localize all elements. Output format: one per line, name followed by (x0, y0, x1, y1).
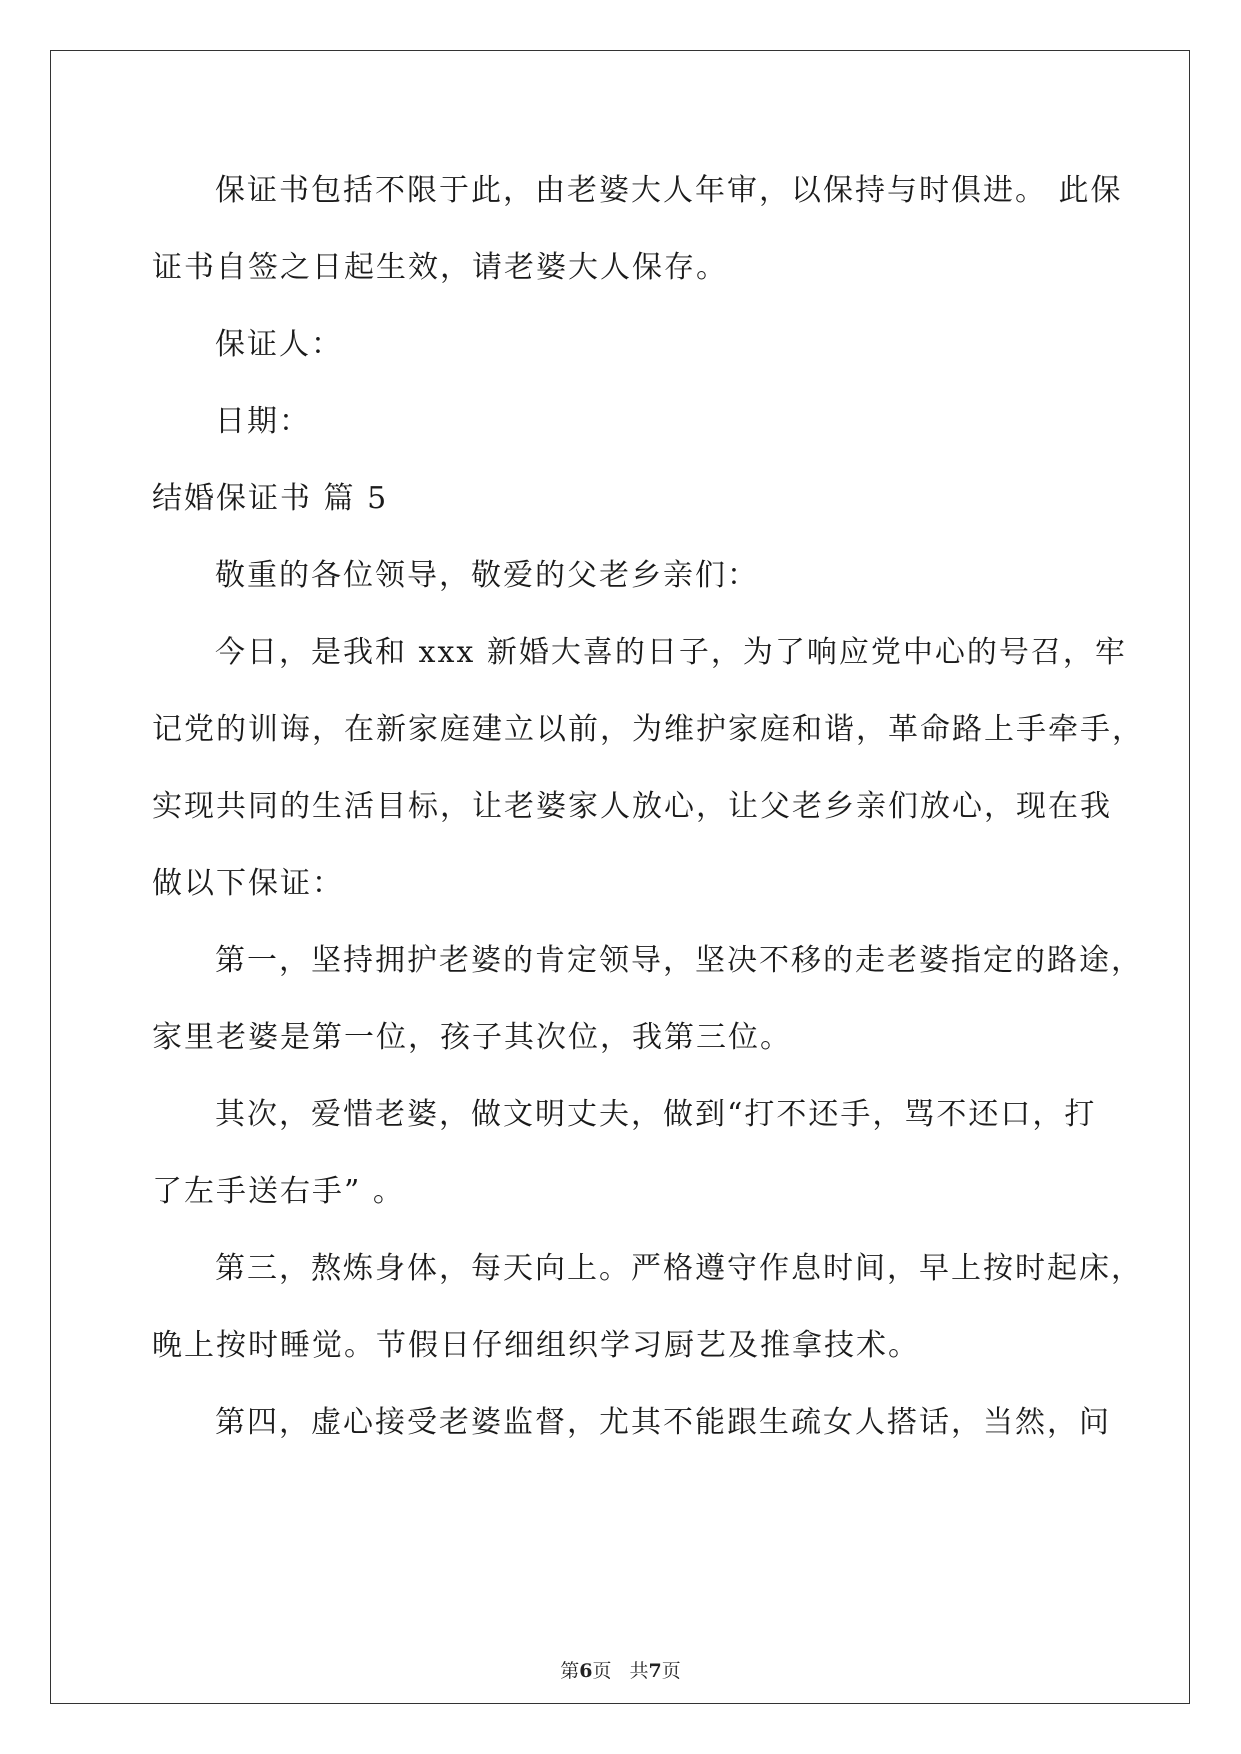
page-suffix: 页 (592, 1660, 612, 1682)
text-line: 保证人： (215, 327, 343, 362)
page-footer (0, 1659, 1241, 1683)
text-line: 实现共同的生活目标，让老婆家人放心，让父老乡亲们放心，现在我 (152, 789, 1112, 824)
text-line: 保证书包括不限于此，由老婆大人年审，以保持与时俱进。 此保 (215, 173, 1123, 208)
text-line: 今日，是我和 xxx 新婚大喜的日子，为了响应党中心的号召，牢 (215, 635, 1127, 670)
total-pages: 7 (648, 1660, 662, 1682)
text-line: 其次，爱惜老婆，做文明丈夫，做到“打不还手，骂不还口，打 (215, 1097, 1097, 1132)
text-line: 第四，虚心接受老婆监督，尤其不能跟生疏女人搭话，当然，问 (215, 1405, 1111, 1440)
total-prefix: 共 (629, 1660, 649, 1682)
text-line: 日期： (215, 404, 311, 439)
text-line: 了左手送右手” 。 (152, 1174, 405, 1209)
text-line: 证书自签之日起生效，请老婆大人保存。 (152, 250, 728, 285)
page-prefix: 第 (560, 1660, 580, 1682)
text-line: 晚上按时睡觉。节假日仔细组织学习厨艺及推拿技术。 (152, 1328, 920, 1363)
text-line: 做以下保证： (152, 866, 344, 901)
text-line: 第一，坚持拥护老婆的肯定领导，坚决不移的走老婆指定的路途， (215, 943, 1143, 978)
section-heading: 结婚保证书 篇 5 (152, 481, 389, 516)
text-line: 第三，熬炼身体，每天向上。严格遵守作息时间，早上按时起床， (215, 1251, 1143, 1286)
total-suffix: 页 (661, 1660, 681, 1682)
page-number: 6 (579, 1660, 593, 1682)
text-line: 敬重的各位领导，敬爱的父老乡亲们： (215, 558, 759, 593)
text-line: 记党的训诲，在新家庭建立以前，为维护家庭和谐，革命路上手牵手， (152, 712, 1144, 747)
text-line: 家里老婆是第一位，孩子其次位，我第三位。 (152, 1020, 792, 1055)
